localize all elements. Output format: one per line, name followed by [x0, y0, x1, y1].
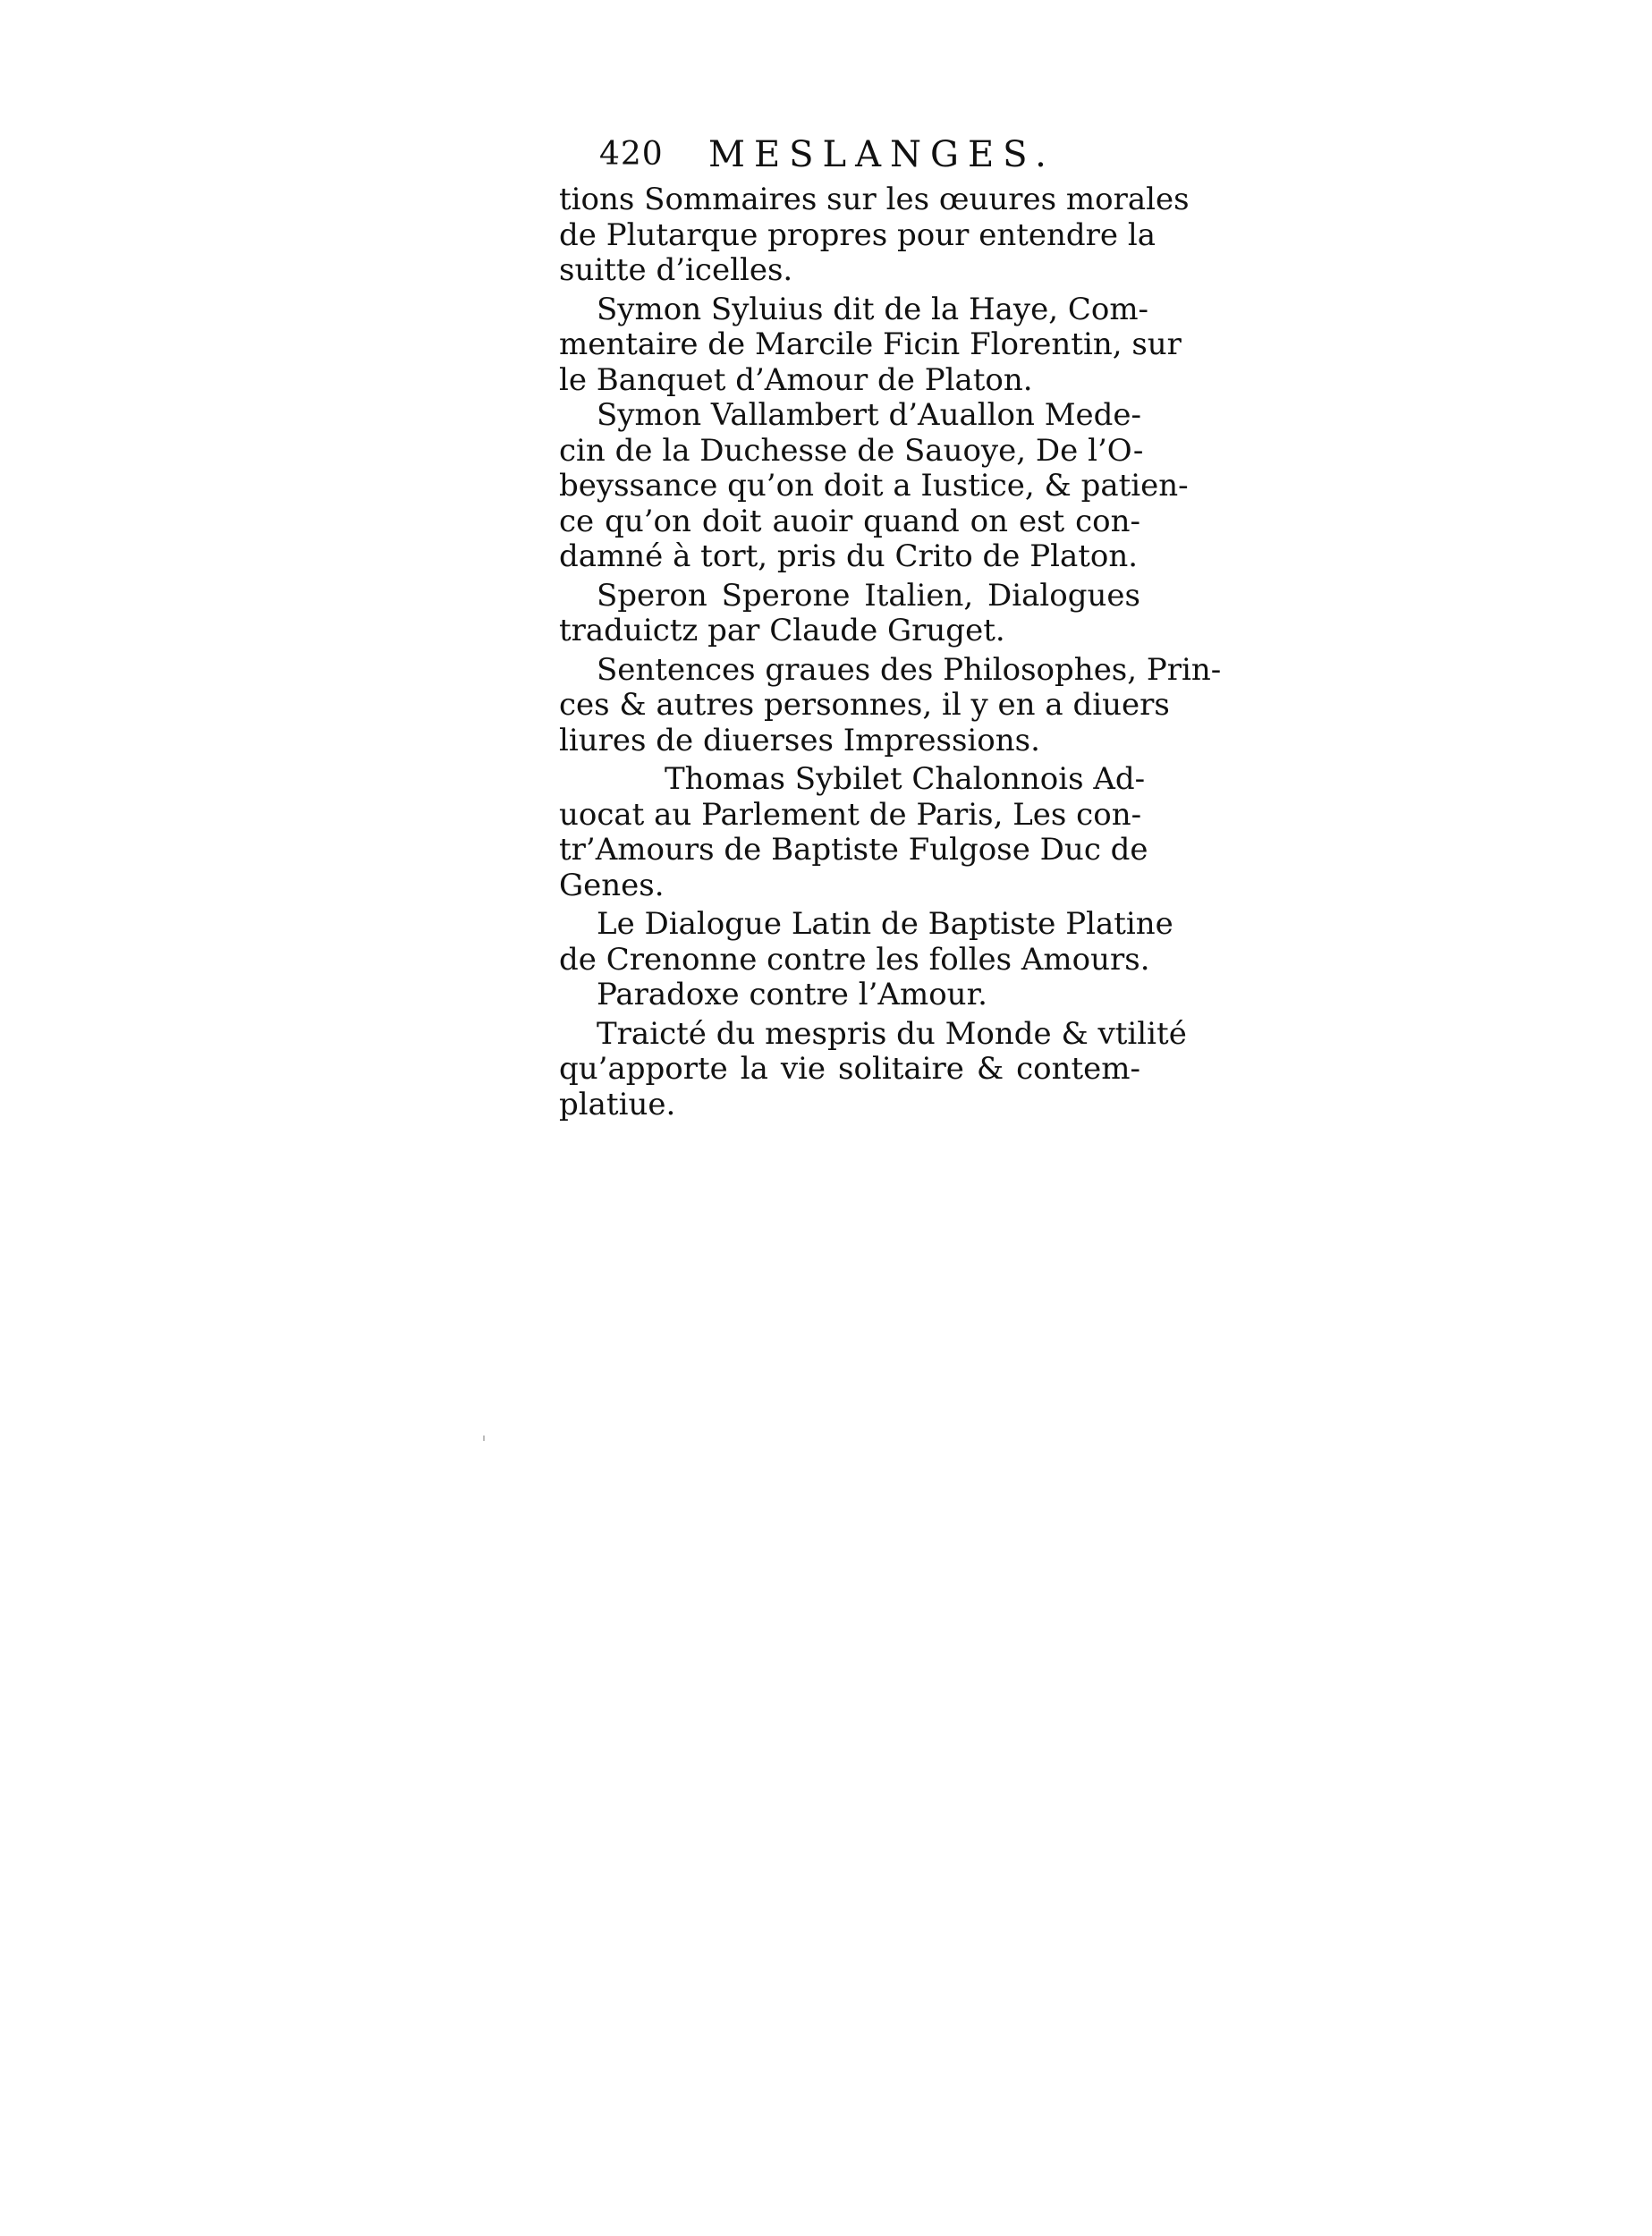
text-line: suitte d’icelles. [559, 252, 793, 288]
entry-continuation [559, 182, 1190, 289]
entry-symon-sylvius [559, 291, 1182, 399]
text-line: liures de diuerses Impressions. [559, 722, 1040, 758]
text-line: tions Sommaires sur les œuures morales [559, 182, 1190, 217]
page-number: 420 [599, 136, 664, 173]
text-line: beyssance qu’on doit a Iustice, & patien- [559, 468, 1189, 504]
text-line: cin de la Duchesse de Sauoye, De l’O- [559, 432, 1144, 469]
text-line: de Plutarque propres pour entendre la [559, 216, 1156, 253]
text-line: Genes. [559, 867, 665, 903]
text-line: Symon Syluius dit de la Haye, Com- [597, 291, 1149, 327]
text-line: ces & autres personnes, il y en a diuers [559, 687, 1170, 723]
text-line: damné à tort, pris du Crito de Platon. [559, 538, 1139, 574]
paper-speck [483, 1436, 485, 1441]
entry-paradoxe [559, 978, 1140, 1013]
entry-speron-sperone [559, 579, 1140, 649]
text-line: ce qu’on doit auoir quand on est con- [559, 503, 1140, 539]
text-line: mentaire de Marcile Ficin Florentin, sur [559, 326, 1182, 362]
text-line: tr’Amours de Baptiste Fulgose Duc de [559, 832, 1148, 868]
text-line: Traicté du mespris du Monde & vtilité [597, 1015, 1187, 1052]
text-line: Sentences graues des Philosophes, Prin- [597, 651, 1222, 688]
entry-symon-vallambert [559, 397, 1189, 575]
entry-thomas-sybilet [559, 761, 1148, 903]
entry-traicte [559, 1015, 1187, 1123]
running-title: MESLANGES. [708, 134, 1055, 175]
text-line: Le Dialogue Latin de Baptiste Platine [597, 906, 1173, 942]
text-line: traduictz par Claude Gruget. [559, 613, 1005, 648]
text-line: platiue. [559, 1086, 676, 1122]
entry-sentences-graues [559, 651, 1222, 759]
text-line: Symon Vallambert d’Auallon Mede- [597, 397, 1142, 433]
page-header [592, 134, 1165, 181]
text-line: Speron Sperone Italien, Dialogues [597, 577, 1140, 614]
text-line: Thomas Sybilet Chalonnois Ad- [665, 761, 1146, 797]
text-line: Paradoxe contre l’Amour. [597, 977, 987, 1012]
text-line: le Banquet d’Amour de Platon. [559, 361, 1033, 398]
text-line: de Crenonne contre les folles Amours. [559, 941, 1150, 978]
text-line: qu’apporte la vie solitaire & contem- [559, 1051, 1140, 1087]
text-line: uocat au Parlement de Paris, Les con- [559, 796, 1142, 833]
text-block [559, 182, 1222, 1122]
entry-dialogue-latin [559, 906, 1173, 978]
